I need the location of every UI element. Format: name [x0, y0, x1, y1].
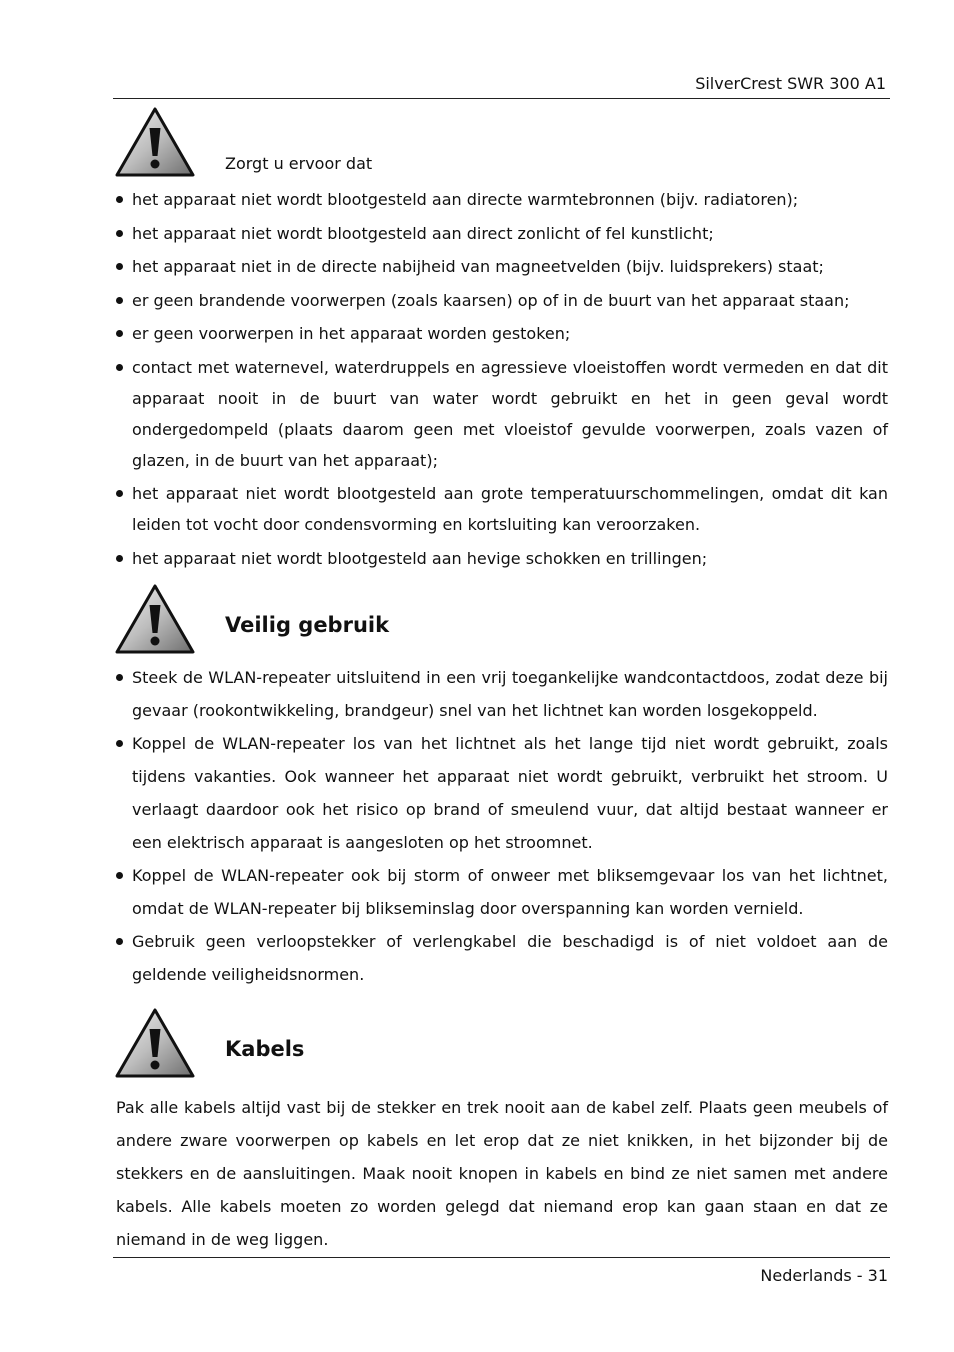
list-item: het apparaat niet wordt blootgesteld aan directe warmtebronnen (bijv. radiatoren);	[113, 184, 888, 215]
list-item: het apparaat niet in de directe nabijheid van magneetvelden (bijv. luidsprekers) staat;	[113, 251, 888, 282]
safe-use-list	[113, 661, 888, 991]
list-item: Koppel de WLAN-repeater los van het lichtnet als het lange tijd niet wordt gebruikt, zoals tijdens vakanties. Ook wanneer het apparaat niet wordt gebruikt, verbruikt het stroom. U verlaagt daardoor ook het risico op brand of smeulend vuur, dat altijd bestaat wanneer er een elektrisch apparaat is aangesloten op het stroomnet.	[113, 727, 888, 859]
list-item: Steek de WLAN-repeater uitsluitend in een vrij toegankelijke wandcontactdoos, zodat deze bij gevaar (rookontwikkeling, brandgeur) snel van het lichtnet kan worden losgekoppeld.	[113, 661, 888, 727]
list-item: Gebruik geen verloopstekker of verlengkabel die beschadigd is of niet voldoet aan de geldende veiligheidsnormen.	[113, 925, 888, 991]
list-item: er geen voorwerpen in het apparaat worden gestoken;	[113, 318, 888, 349]
list-item: contact met waternevel, waterdruppels en agressieve vloeistoffen wordt vermeden en dat dit apparaat nooit in de buurt van water wordt gebruikt en het in geen geval wordt ondergedompeld (plaats daarom geen met vloeistof gevulde voorwerpen, zoals vazen of glazen, in de buurt van het apparaat);	[113, 352, 888, 476]
warning-list	[113, 184, 888, 576]
footer-rule	[113, 1257, 890, 1258]
list-item: het apparaat niet wordt blootgesteld aan grote temperatuurschommelingen, omdat dit kan leiden tot vocht door condensvorming en kortsluiting kan veroorzaken.	[113, 478, 888, 540]
warning-icon	[114, 1007, 196, 1079]
section-intro: Zorgt u ervoor dat	[225, 154, 373, 173]
list-item: het apparaat niet wordt blootgesteld aan hevige schokken en trillingen;	[113, 543, 888, 574]
cables-paragraph: Pak alle kabels altijd vast bij de stekker en trek nooit aan de kabel zelf. Plaats geen meubels of andere zware voorwerpen op kabels en let erop dat ze niet knikken, in het bijzonder bij de stekkers en de aansluitingen. Maak nooit knopen in kabels en bind ze niet samen met andere kabels. Alle kabels moeten zo worden gelegd dat niemand erop kan gaan staan en dat ze niemand in de weg liggen.	[116, 1098, 888, 1249]
document-header: SilverCrest SWR 300 A1	[695, 74, 886, 93]
section-title-safe-use: Veilig gebruik	[225, 613, 390, 637]
page-number: Nederlands - 31	[760, 1266, 888, 1285]
header-rule	[113, 98, 890, 99]
section-title-cables: Kabels	[225, 1037, 305, 1061]
warning-icon	[114, 106, 196, 178]
list-item: er geen brandende voorwerpen (zoals kaarsen) op of in de buurt van het apparaat staan;	[113, 285, 888, 316]
list-item: het apparaat niet wordt blootgesteld aan direct zonlicht of fel kunstlicht;	[113, 218, 888, 249]
list-item: Koppel de WLAN-repeater ook bij storm of onweer met bliksemgevaar los van het lichtnet, omdat de WLAN-repeater bij blikseminslag door overspanning kan worden vernield.	[113, 859, 888, 925]
warning-icon	[114, 583, 196, 655]
